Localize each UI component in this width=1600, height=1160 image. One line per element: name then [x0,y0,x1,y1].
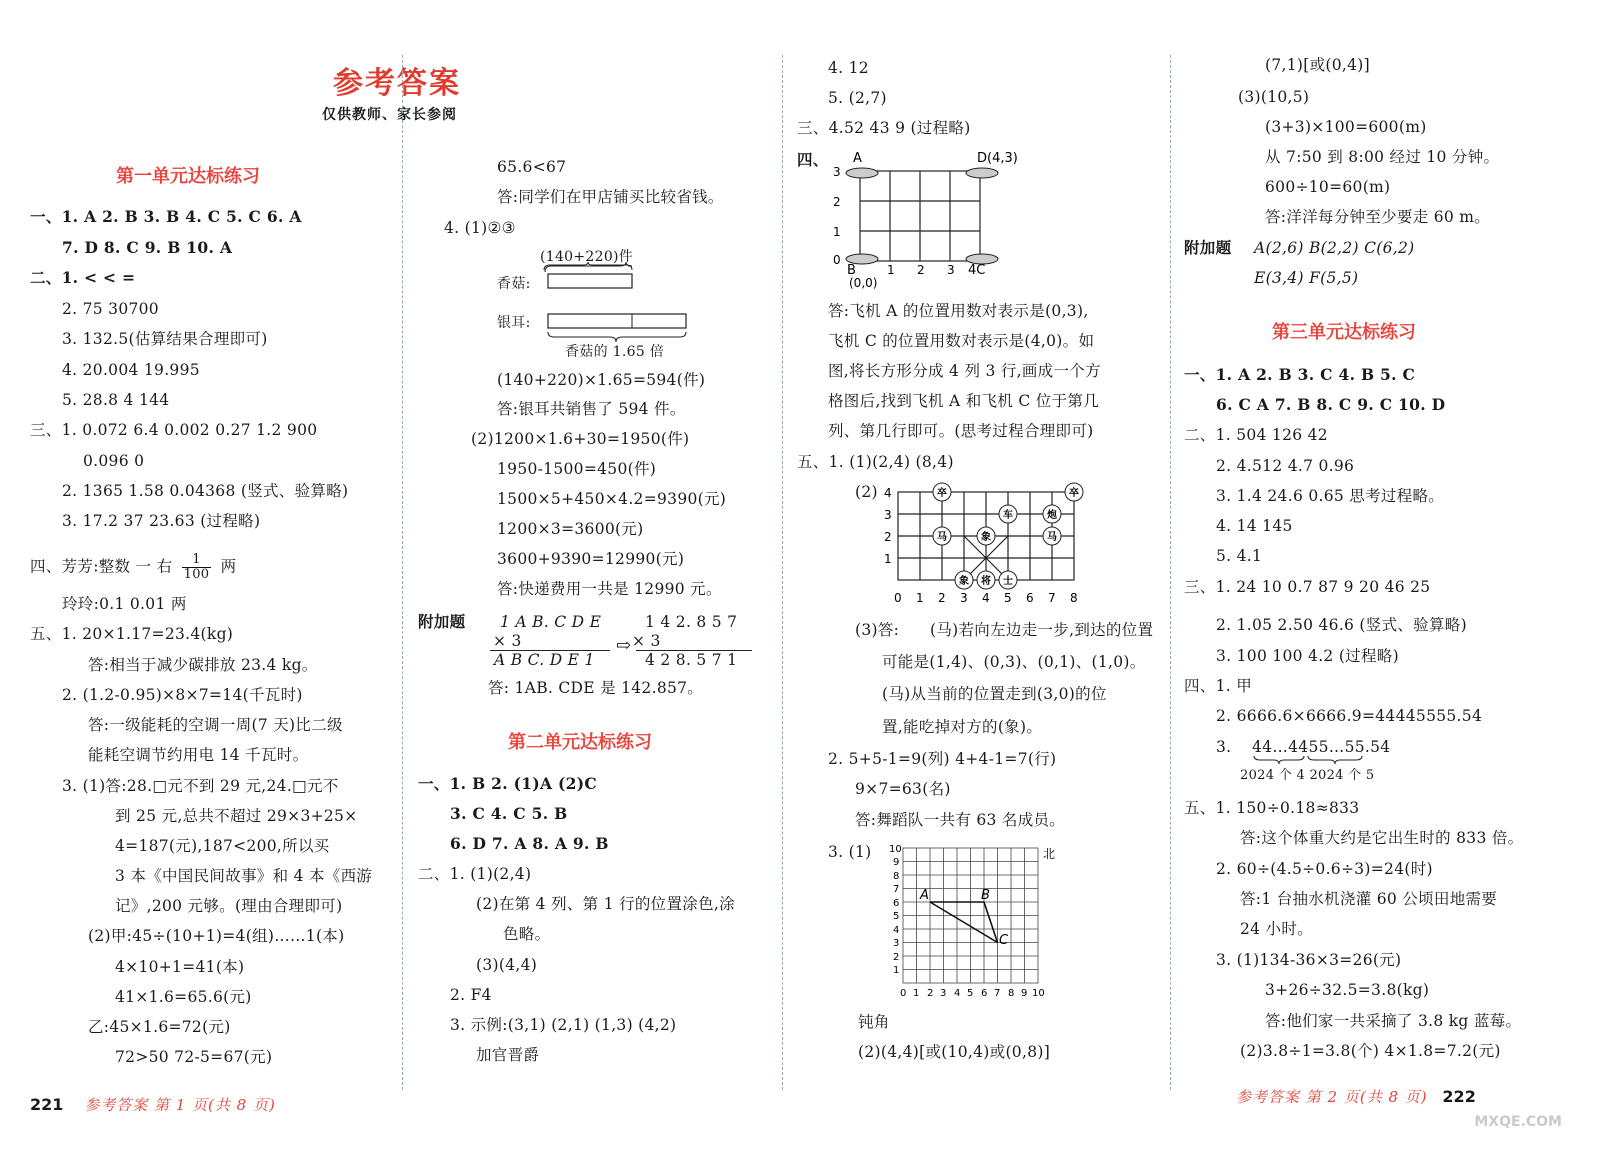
axis-tick: 4 [982,591,990,605]
answer-line: 2. 5+5-1=9(列) 4+4-1=7(行) [828,750,1057,768]
compass-grid-diagram [875,840,1060,1009]
answer-line: (3)(4,4) [476,956,538,974]
answer-line: 四、1. 甲 [1184,677,1253,695]
axis-tick: 1 [913,988,920,999]
answer-line: (2)甲:45÷(10+1)=4(组)……1(本) [88,927,345,945]
footer-text: 参考答案 第 2 页(共 8 页) [1236,1088,1428,1106]
answer-line: 3. C 4. C 5. B [450,804,568,823]
answer-line: 5. 28.8 4 144 [62,391,170,409]
answer-line: 3. (1)答:28.□元不到 29 元,24.□元不 [62,777,339,795]
section-heading-unit2: 第二单元达标练习 [508,732,652,753]
north-label: 北 [1043,847,1056,861]
puzzle-row: × 3 [493,632,522,650]
answer-line: 3. 100 100 4.2 (过程略) [1216,647,1399,665]
axis-tick: 2 [938,591,946,605]
answer-line: 1200×3=3600(元) [497,520,644,538]
axis-tick: 4 [884,486,892,500]
answer-line: 从 7:50 到 8:00 经过 10 分钟。 [1265,148,1500,166]
answer-line: A(2,6) B(2,2) C(6,2) [1254,239,1415,257]
answer-line: 3+26÷32.5=3.8(kg) [1265,981,1430,999]
answer-line: (3)答: [855,621,900,639]
chess-board-diagram [878,480,1093,614]
axis-tick: 9 [1021,988,1028,999]
bonus-label: 附加题 [418,612,466,631]
horse-piece-icon: (马) [930,621,959,639]
chess-piece: 马 [1047,532,1057,543]
page-title: 参考答案 [333,66,461,101]
fraction-numerator: 1 [182,553,212,568]
footer-left [30,1094,276,1115]
answer-line: 3. 示例:(3,1) (2,1) (1,3) (4,2) [450,1016,677,1034]
answer-text: 从当前的位置走到(3,0)的位 [910,685,1107,703]
footer-text: 参考答案 第 1 页(共 8 页) [84,1096,276,1114]
axis-tick: 3 [893,938,900,949]
answer-text: 两 [220,557,237,576]
page-subtitle: 仅供教师、家长参阅 [322,107,457,123]
answer-line: 2. F4 [450,986,492,1004]
answer-line: 6. C A 7. B 8. C 9. C 10. D [1216,395,1446,414]
puzzle-row: 1 A B. C D E [500,613,602,631]
column-divider [402,55,403,1090]
answer-text: 。 [1026,718,1043,736]
chess-piece: 卒 [1069,488,1079,499]
horse-piece-icon: (马) [882,685,911,703]
answer-line: 3. [1216,738,1232,756]
puzzle-row: 1 4 2. 8 5 7 [645,613,738,631]
answer-line: 答:快递费用一共是 12990 元。 [497,580,722,598]
axis-tick: 7 [1048,591,1056,605]
answer-line [30,553,236,582]
section-heading-unit3: 第三单元达标练习 [1272,322,1416,343]
answer-line: 五、1. 20×1.17=23.4(kg) [30,625,234,643]
answer-line: 答:洋洋每分钟至少要走 60 m。 [1265,208,1491,226]
answer-line: 3. 1.4 24.6 0.65 思考过程略。 [1216,487,1445,505]
answer-line [930,620,1153,640]
answer-line: 1500×5+450×4.2=9390(元) [497,490,727,508]
answer-line: 答:银耳共销售了 594 件。 [497,400,686,418]
plane-position-diagram [825,146,1040,295]
axis-tick: 0 [900,988,907,999]
puzzle-row: × 3 [632,632,661,650]
answer-line: 1950-1500=450(件) [497,460,657,478]
answer-line: 答: 1AB. CDE 是 142.857。 [488,679,704,697]
axis-tick: 8 [1008,988,1015,999]
answer-line: (3)(10,5) [1238,88,1310,106]
fraction-denominator: 100 [183,567,210,582]
answer-line: 答:相当于减少碳排放 23.4 kg。 [88,656,318,674]
axis-tick: 3 [940,988,947,999]
answer-line: 加官晋爵 [476,1046,540,1064]
bonus-label: 附加题 [1184,238,1232,257]
axis-tick: 3 [947,263,955,277]
answer-line: 可能是(1,4)、(0,3)、(0,1)、(1,0)。 [882,653,1146,671]
answer-line: (2)在第 4 列、第 1 行的位置涂色,涂 [476,895,735,913]
answer-line: 2. (1.2-0.95)×8×7=14(千瓦时) [62,686,303,704]
elephant-piece-icon: (象) [997,718,1027,736]
answer-line: 2. 6666.6×6666.9=44445555.54 [1216,707,1483,725]
answer-line: 二、1. < < = [30,268,136,287]
answer-line: 答:同学们在甲店铺买比较省钱。 [497,188,724,206]
axis-tick: 1 [916,591,924,605]
axis-tick: 1 [893,965,900,976]
answer-line: 2. 60÷(4.5÷0.6÷3)=24(时) [1216,860,1433,878]
answer-line: (7,1)[或(0,4)] [1265,56,1370,74]
answer-line: 格图后,找到飞机 A 和飞机 C 位于第几 [828,392,1099,410]
answer-line: 7. D 8. C 9. B 10. A [62,238,233,257]
answer-line: (2) [855,483,878,501]
answer-line: 9×7=63(名) [855,780,951,798]
answer-text: 四、芳芳:整数 一 右 [30,557,173,576]
chess-piece: 卒 [937,488,947,499]
answer-line: E(3,4) F(5,5) [1254,269,1359,287]
answer-line: 2. 1.05 2.50 46.6 (竖式、验算略) [1216,616,1467,634]
answer-line: 答:1 台抽水机浇灌 60 公顷田地需要 [1240,890,1498,908]
answer-line: 3. 17.2 37 23.63 (过程略) [62,512,261,530]
answer-text: 若向左边走一步,到达的位置 [958,621,1154,639]
chess-piece: 炮 [1047,510,1057,521]
answer-line: 2024 个 4 2024 个 5 [1240,768,1375,783]
answer-line: 4×10+1=41(本) [115,958,245,976]
answer-line: 一、1. A 2. B 3. C 4. B 5. C [1184,365,1416,384]
axis-tick: 3 [884,508,892,522]
axis-tick: 6 [1026,591,1034,605]
answer-line: 记》,200 元够。(理由合理即可) [115,897,343,915]
answer-line: 3. (1)134-36×3=26(元) [1216,951,1402,969]
column-divider [1170,55,1171,1090]
puzzle-row: 4 2 8. 5 7 1 [645,651,738,669]
answer-line: 色略。 [503,925,551,943]
axis-tick: 4 [893,925,900,936]
chess-piece: 象 [959,576,969,587]
answer-line: 一、1. B 2. (1)A (2)C [418,774,598,793]
point-label: A [920,888,929,903]
column-divider [782,55,783,1090]
answer-line: 65.6<67 [497,158,567,176]
diagram-label: 香菇的 1.65 倍 [565,344,665,360]
axis-tick: 6 [981,988,988,999]
bar-model-diagram [540,262,700,342]
answer-line: 600÷10=60(m) [1265,178,1391,196]
point-label: B [981,888,990,903]
axis-tick: 10 [889,844,902,855]
answer-line: 三、4.52 43 9 (过程略) [797,119,971,137]
axis-tick: 8 [1070,591,1078,605]
answer-line: 4=187(元),187<200,所以买 [115,837,330,855]
axis-tick: 3 [960,591,968,605]
answer-line: 4. 12 [828,59,869,77]
answer-line: 答:一级能耗的空调一周(7 天)比二级 [88,716,343,734]
watermark: MXQE.COM [1474,1114,1562,1130]
answer-line: (3+3)×100=600(m) [1265,118,1427,136]
answer-line: 44…4455…55.54 [1252,738,1391,756]
answer-line: 列、第几行即可。(思考过程合理即可) [828,422,1094,440]
diagram-label: 银耳: [497,315,531,331]
axis-tick: 3 [833,165,841,179]
point-label: D(4,3) [977,151,1018,166]
answer-line: 6. D 7. A 8. A 9. B [450,834,609,853]
chess-piece: 车 [1003,510,1013,521]
answer-line: 玲玲:0.1 0.01 两 [62,595,187,613]
axis-tick: 5 [967,988,974,999]
answer-line: 答:他们家一共采摘了 3.8 kg 蓝莓。 [1265,1012,1522,1030]
chess-piece: 象 [981,532,991,543]
arrow-icon: ⇨ [616,635,632,656]
answer-line: 3. (1) [828,843,872,861]
answer-line: 四、 [797,150,829,169]
puzzle-row: A B C. D E 1 [494,651,595,669]
axis-tick: 2 [833,195,841,209]
answer-line: 72>50 72-5=67(元) [115,1048,273,1066]
axis-tick: 1 [887,263,895,277]
axis-tick: 10 [1032,988,1045,999]
answer-line: 5. (2,7) [828,89,887,107]
answer-line: 五、1. (1)(2,4) (8,4) [797,453,954,471]
plane-icon [846,168,998,264]
answer-line: 0.096 0 [83,452,145,470]
answer-line: (2)(4,4)[或(10,4)或(0,8)] [858,1043,1051,1061]
answer-line: 24 小时。 [1240,920,1313,938]
page-number: 221 [30,1095,64,1114]
answer-line: 五、1. 150÷0.18≈833 [1184,799,1360,817]
answer-line: 到 25 元,总共不超过 29×3+25× [115,807,358,825]
axis-tick: 1 [833,225,841,239]
answer-line: (2)1200×1.6+30=1950(件) [471,430,690,448]
answer-line: 飞机 C 的位置用数对表示是(4,0)。如 [828,332,1095,350]
axis-tick: 5 [1004,591,1012,605]
axis-tick: 2 [893,952,900,963]
answer-line: 5. 4.1 [1216,547,1263,565]
point-label: 4C [968,263,986,278]
section-heading-unit1: 第一单元达标练习 [116,166,260,187]
diagram-label: 香菇: [497,276,531,292]
answer-line: 2. 75 30700 [62,300,159,318]
axis-tick: 7 [994,988,1001,999]
answer-line: 图,将长方形分成 4 列 3 行,画成一个方 [828,362,1101,380]
axis-tick: 8 [893,871,900,882]
axis-tick: 9 [893,857,900,868]
footer-right [1236,1086,1476,1107]
answer-line: 答:这个体重大约是它出生时的 833 倍。 [1240,829,1524,847]
answer-line: (2)3.8÷1=3.8(个) 4×1.8=7.2(元) [1240,1042,1501,1060]
fraction [182,553,212,582]
chess-piece: 马 [937,532,947,543]
chess-piece: 将 [981,576,991,587]
answer-line: 答:舞蹈队一共有 63 名成员。 [855,811,1066,829]
point-label: (0,0) [849,276,878,290]
point-label: A [853,151,862,166]
axis-tick: 0 [833,253,841,267]
axis-tick: 6 [893,898,900,909]
answer-line: 3. 132.5(估算结果合理即可) [62,330,268,348]
answer-line: 41×1.6=65.6(元) [115,988,252,1006]
axis-tick: 7 [893,884,900,895]
axis-tick: 2 [884,530,892,544]
page-number: 222 [1442,1087,1476,1106]
answer-line: 2. 4.512 4.7 0.96 [1216,457,1355,475]
axis-tick: 5 [893,911,900,922]
answer-text: 置,能吃掉对方的 [882,718,998,736]
answer-line: 二、1. (1)(2,4) [418,865,532,883]
axis-tick: 2 [927,988,934,999]
answer-line: 能耗空调节约用电 14 千瓦时。 [88,746,309,764]
axis-tick: 2 [917,263,925,277]
answer-line: 3 本《中国民间故事》和 4 本《西游 [115,867,373,885]
answer-line: 三、1. 24 10 0.7 87 9 20 46 25 [1184,578,1431,596]
answer-line: 二、1. 504 126 42 [1184,426,1328,444]
axis-tick: 4 [954,988,961,999]
axis-tick: 1 [884,552,892,566]
answer-line: 3600+9390=12990(元) [497,550,685,568]
axis-tick: 0 [894,591,902,605]
answer-line [882,684,1107,704]
chess-piece: 士 [1003,576,1013,587]
answer-line: 乙:45×1.6=72(元) [88,1018,231,1036]
answer-line: 4. 14 145 [1216,517,1293,535]
point-label: B [847,263,856,278]
answer-line: (140+220)×1.65=594(件) [497,371,706,389]
answer-line: 4. 20.004 19.995 [62,361,200,379]
answer-line: 2. 1365 1.58 0.04368 (竖式、验算略) [62,482,349,500]
answer-line: 答:飞机 A 的位置用数对表示是(0,3), [828,302,1089,320]
answer-line [882,717,1042,737]
answer-line: 钝角 [858,1013,890,1031]
answer-line: 4. (1)②③ [444,219,516,237]
diagram-label: (140+220)件 [540,249,634,265]
answer-line: 三、1. 0.072 6.4 0.002 0.27 1.2 900 [30,421,318,439]
point-label: C [999,933,1009,948]
brace-diagram [1252,755,1372,765]
answer-line: 一、1. A 2. B 3. B 4. C 5. C 6. A [30,207,302,226]
